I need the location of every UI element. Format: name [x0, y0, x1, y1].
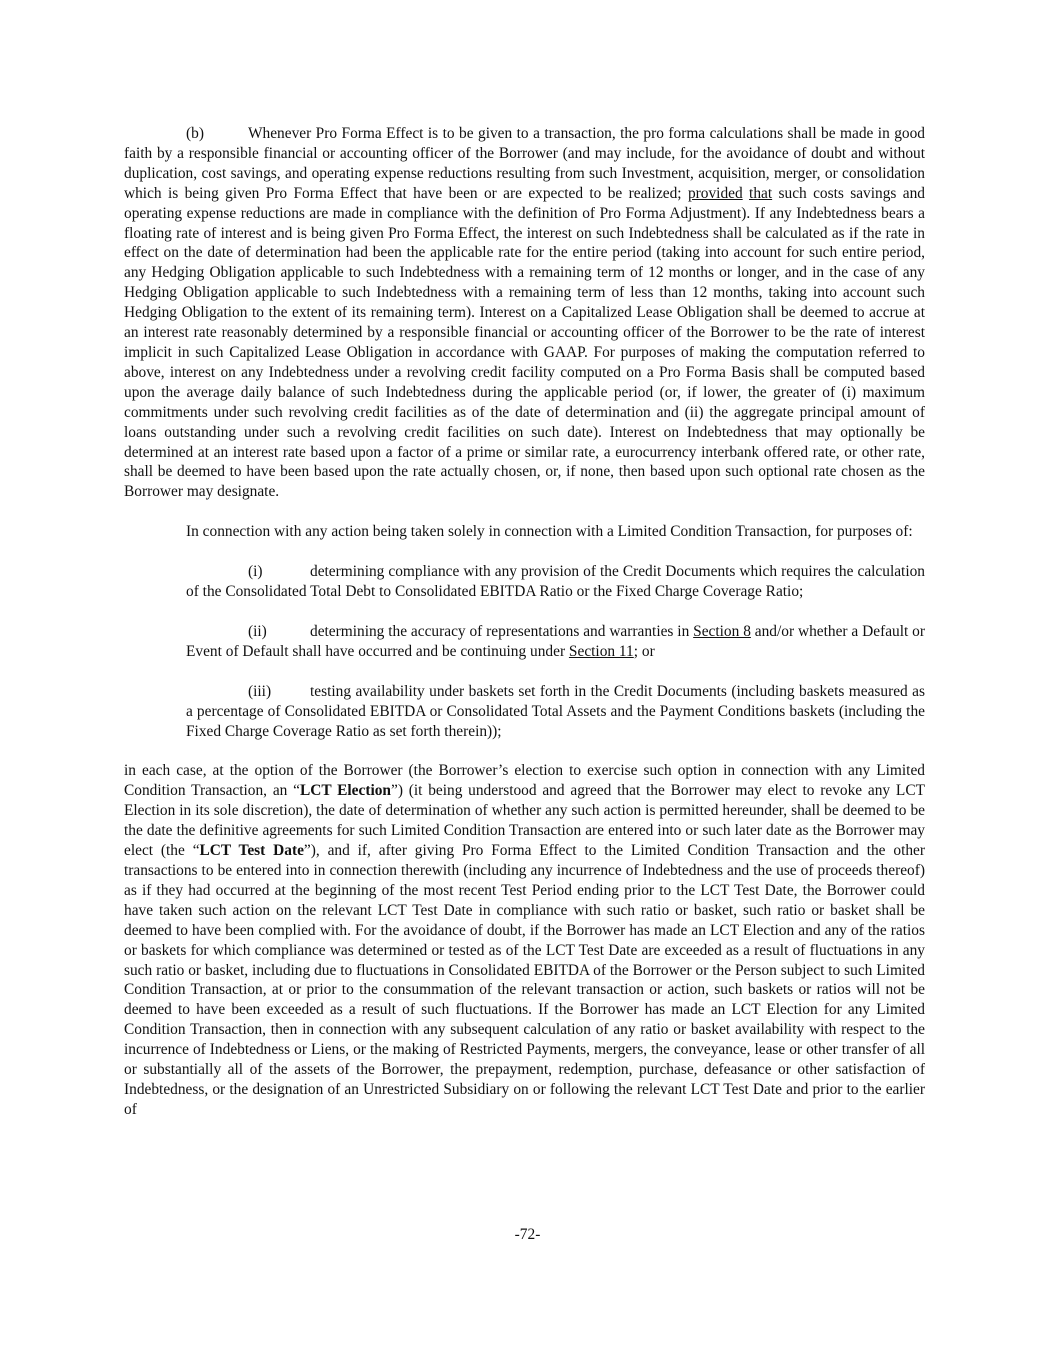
section-11-reference: Section 11: [568, 642, 634, 660]
each-case-text-part2: ”) (it being understood and agreed that the Borrower may elect to revoke any LCT Election in its sole discretion), the date of determination of whether any such action is permitted hereunder, shall be deemed to be the date the definitive agreements for such Limited Condition Transaction are entered into or such later date as the Borrower may elect (the “: [124, 782, 925, 860]
each-case-text-part1: in each case, at the option of the Borrower (the Borrower’s election to exercise such option in connection with any Limited Condition Transaction, an “: [124, 762, 925, 800]
clause-ii-text3: ; or: [633, 642, 655, 660]
clause-i: [186, 562, 925, 602]
clause-iii-label: (iii): [248, 682, 272, 700]
section-8-reference: Section 8: [693, 622, 751, 640]
lct-election-term: LCT Election: [299, 782, 391, 800]
clause-i-label: (i): [248, 563, 263, 581]
paragraph-b-text-part2: such costs savings and operating expense reductions are made in compliance with the definition of Pro Forma Adjustment). If any Indebtedness bears a floating rate of interest and is being given Pro Forma Effect, the interest on such Indebtedness shall be calculated as if the rate in effect on the date of determination had been the applicable rate for the entire period (taking into account for such entire period, any Hedging Obligation applicable to such Indebtedness with a remaining term of 12 months or longer, and in the case of any Hedging Obligation applicable to such Indebtedness with a remaining term of less than 12 months, taking into account such Hedging Obligation to the extent of its remaining term). Interest on a Capitalized Lease Obligation shall be deemed to accrue at an interest rate reasonably determined by a responsible financial or accounting officer of the Borrower to be the rate of interest implicit in such Capitalized Lease Obligation in accordance with GAAP. For purposes of making the computation referred to above, interest on any Indebtedness under a revolving credit facility computed on a Pro Forma Basis shall be computed based upon the average daily balance of such Indebtedness during the applicable period (or, if lower, the greater of (i) maximum commitments under such revolving credit facilities as of the date of determination and (ii) the aggregate principal amount of loans outstanding under such a revolving credit facilities on such date). Interest on Indebtedness that may optionally be determined at an interest rate based upon a factor of a prime or similar rate, a eurocurrency interbank offered rate, or other rate, shall be deemed to have been based upon the rate actually chosen, or, if none, then based upon such optional rate chosen as the Borrower may designate.: [124, 184, 925, 501]
clause-iii-text: testing availability under baskets set forth in the Credit Documents (including baskets measured as a percentage of Consolidated EBITDA or Consolidated Total Assets and the Payment Conditions baskets (including the Fixed Charge Coverage Ratio as set forth therein));: [186, 682, 925, 740]
paragraph-each-case: [124, 761, 925, 1119]
paragraph-lct-intro: In connection with any action being taken solely in connection with a Limited Condition Transaction, for purposes of:: [186, 523, 913, 541]
clause-iii: [186, 682, 925, 742]
paragraph-b-label: (b): [186, 125, 204, 142]
clause-ii-text2: and/or whether a Default or Event of Default shall have occurred and be continuing under: [186, 622, 925, 660]
page-number: -72-: [514, 1226, 541, 1243]
paragraph-spacer: [124, 542, 925, 562]
lct-test-date-term: LCT Test Date: [199, 842, 304, 860]
paragraph-b: [124, 124, 925, 502]
paragraph-spacer: [124, 741, 925, 761]
provided-term: provided: [687, 184, 743, 202]
clause-ii-text1: determining the accuracy of representations and warranties in: [310, 622, 694, 640]
paragraph-spacer: [124, 502, 925, 522]
document-page: [124, 124, 925, 1120]
clause-ii-label: (ii): [248, 622, 267, 640]
that-term: that: [749, 184, 773, 202]
paragraph-spacer: [124, 602, 925, 622]
each-case-text-part3: ”), and if, after giving Pro Forma Effect to the Limited Condition Transaction and the other transactions to be entered into in connection therewith (including any incurrence of Indebtedness and the use of proceeds thereof) as if they had occurred at the beginning of the most recent Test Period ending prior to the LCT Test Date, the Borrower could have taken such action on the relevant LCT Test Date in compliance with such ratio or basket, such ratio or basket shall be deemed to have been complied with. For the avoidance of doubt, if the Borrower has made an LCT Election and any of the ratios or baskets for which compliance was determined or tested as of the LCT Test Date are exceeded as a result of fluctuations in any such ratio or basket, including due to fluctuations in Consolidated EBITDA of the Borrower or the Person subject to such Limited Condition Transaction, at or prior to the consummation of the relevant transaction or action, such baskets or ratios will not be deemed to have been exceeded as a result of such fluctuations. If the Borrower has made an LCT Election for any Limited Condition Transaction, then in connection with any subsequent calculation of any ratio or basket availability with respect to the incurrence of Indebtedness or Liens, or the making of Restricted Payments, mergers, the conveyance, lease or other transfer of all or substantially all of the assets of the Borrower, the prepayment, redemption, purchase, defeasance or other satisfaction of Indebtedness, or the designation of an Unrestricted Subsidiary on or following the relevant LCT Test Date and prior to the earlier of: [124, 842, 925, 1118]
paragraph-spacer: [124, 662, 925, 682]
paragraph-b-text-part1: Whenever Pro Forma Effect is to be given to a transaction, the pro forma calculations shall be made in good faith by a responsible financial or accounting officer of the Borrower (and may include, for the avoidance of doubt and without duplication, cost savings, and operating expense reductions resulting from such Investment, acquisition, merger, or consolidation which is being given Pro Forma Effect that have been or are expected to be realized;: [124, 125, 925, 202]
clause-i-text: determining compliance with any provision of the Credit Documents which requires the calculation of the Consolidated Total Debt to Consolidated EBITDA Ratio or the Fixed Charge Coverage Ratio;: [186, 563, 925, 601]
clause-ii: [186, 622, 925, 662]
